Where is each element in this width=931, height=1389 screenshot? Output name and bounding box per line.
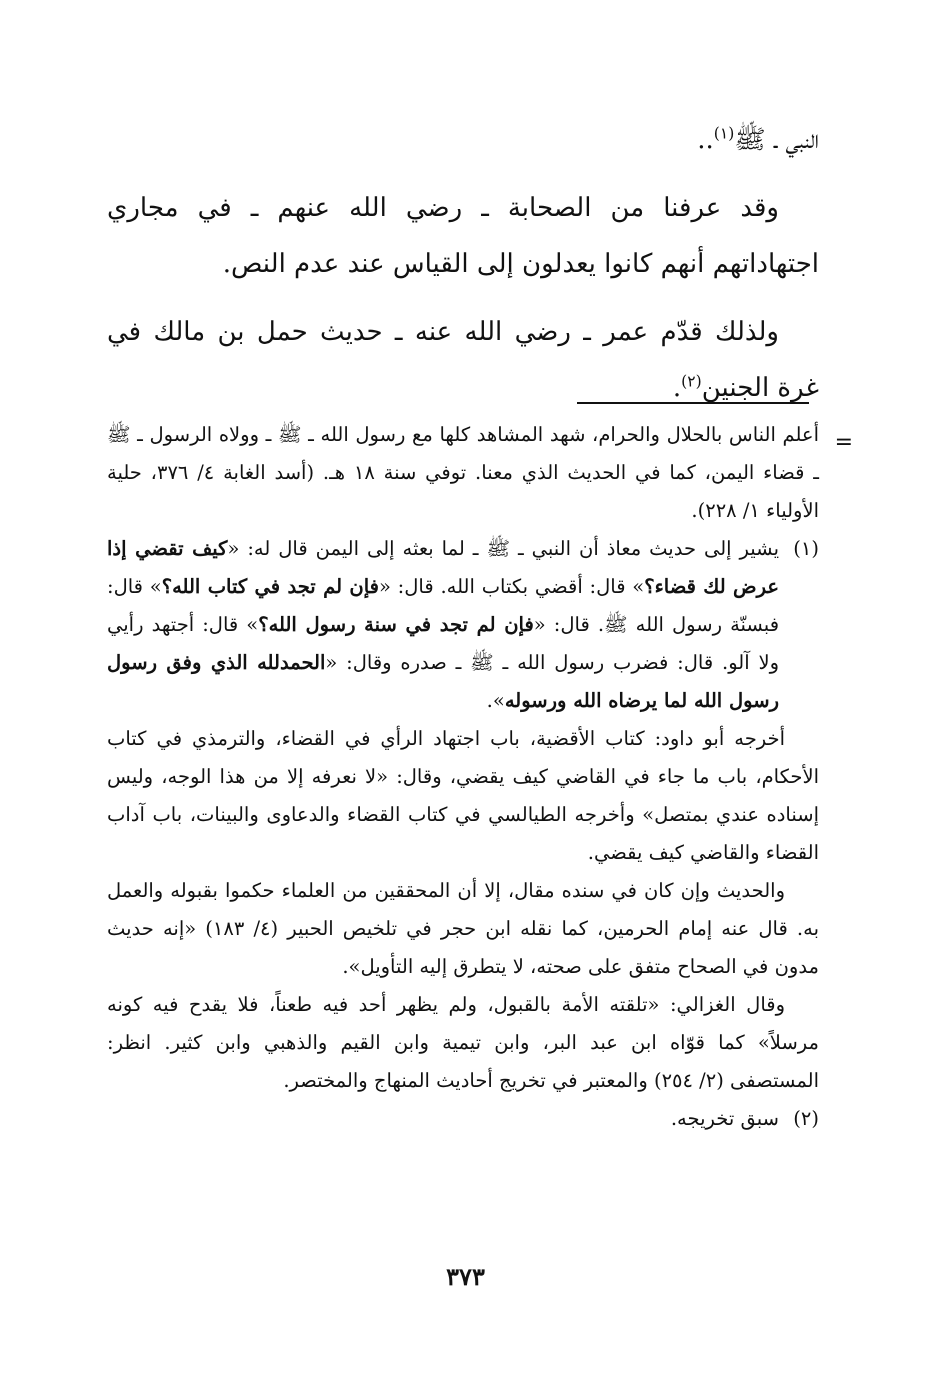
main-paragraph-2 [107, 304, 819, 416]
footnote-2 [107, 1100, 819, 1138]
footnote-1-ghazali: وقال الغزالي: «تلقته الأمة بالقبول، ولم يظهر أحد فيه طعناً، فلا يقدح فيه كونه مرسلاً» كما قوّاه ابن عبد البر، وابن تيمية وابن القيم والذهبي وابن كثير. انظر: المستصفى (٢/ ٢٥٤) والمعتبر في تخريج أحاديث المنهاج والمختصر. [107, 993, 819, 1092]
hadith-quote: الحمدلله الذي وفق رسول رسول الله لما يرضاه الله ورسوله [107, 651, 779, 712]
footnote-1-text: يشير إلى حديث معاذ أن النبي ـ ﷺ ـ لما بعثه إلى اليمن قال له: « [227, 537, 779, 560]
footnote-1-number: (١) [793, 537, 819, 560]
footnote-2-number: (٢) [793, 1107, 819, 1130]
main-paragraph-2-text: ولذلك قدّم عمر ـ رضي الله عنه ـ حديث حمل بن مالك في غرة الجنين [107, 317, 819, 403]
footnote-1-source: أخرجه أبو داود: كتاب الأقضية، باب اجتهاد الرأي في القضاء، والترمذي في كتاب الأحكام، باب ما جاء في القاضي كيف يقضي، وقال: «لا نعرفه إلا من هذا الوجه، وليس إسناده عندي بمتصل» وأخرجه الطيالسي في كتاب القضاء والدعاوى والبينات، باب آداب القضاء والقاضي كيف يقضي. [107, 727, 819, 864]
hadith-quote: فإن لم تجد في سنة رسول الله؟ [258, 613, 534, 636]
hadith-quote: فإن لم تجد في كتاب الله؟ [161, 575, 379, 598]
hadith-quote: كيف تقضي إذا عرض لك قضاء؟ [107, 537, 780, 598]
main-line-0-end: .. [697, 125, 714, 155]
main-line-0 [107, 112, 819, 168]
footnotes [107, 416, 819, 1138]
main-paragraph-2-end: . [672, 373, 682, 403]
footnote-separator [577, 402, 809, 404]
footnote-ref-2[interactable]: (٢) [681, 372, 702, 391]
footnote-1-text: ». [486, 689, 505, 712]
footnote-1-text: » قال: أجتهد رأيي ولا آلو. قال: فضرب رسول الله ـ ﷺ ـ صدره وقال: « [107, 613, 779, 674]
continuation-mark: = [834, 430, 853, 455]
footnote-ref-1[interactable]: (١) [713, 124, 735, 143]
page-number: ٣٧٣ [446, 1262, 485, 1291]
footnote-1-text: » قال: أقضي بكتاب الله. قال: « [378, 575, 645, 598]
footnote-1 [107, 530, 819, 720]
main-text [107, 112, 819, 428]
main-paragraph-1: وقد عرفنا من الصحابة ـ رضي الله عنهم ـ في مجاري اجتهاداتهم أنهم كانوا يعدلون إلى القياس عند عدم النص. [107, 193, 819, 279]
footnote-1-text: » قال: فبسنّة رسول الله ﷺ. قال: « [107, 575, 780, 636]
footnote-continuation: أعلم الناس بالحلال والحرام، شهد المشاهد كلها مع رسول الله ـ ﷺ ـ وولاه الرسول ـ ﷺ ـ قضاء اليمن، كما في الحديث الذي معنا. توفي سنة ١٨ هـ. (أسد الغابة ٤/ ٣٧٦، حلية الأولياء ١/ ٢٢٨). [107, 423, 820, 522]
footnote-1-grading: والحديث وإن كان في سنده مقال، إلا أن المحققين من العلماء حكموا بقبوله والعمل به. قال عنه إمام الحرمين، كما نقله ابن حجر في تلخيص الحبير (٤/ ١٨٣) «إنه حديث مدون في الصحاح متفق على صحته، لا يتطرق إليه التأويل». [107, 879, 819, 978]
footnote-2-text: سبق تخريجه. [670, 1107, 779, 1130]
main-line-0-text: النبي ـ ﷺ [734, 125, 819, 155]
